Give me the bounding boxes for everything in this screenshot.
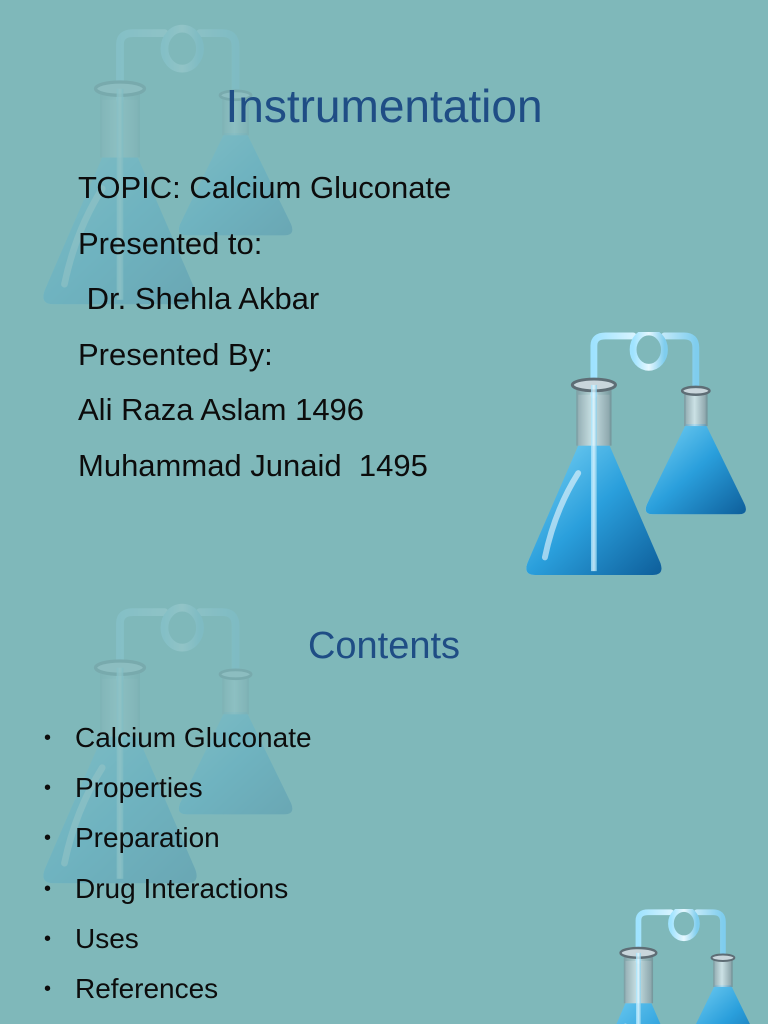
presented-to-label: Presented to:: [78, 225, 263, 261]
list-item: • Calcium Gluconate: [44, 713, 312, 763]
slide-title: Instrumentation: [225, 80, 543, 132]
topic-line: TOPIC: Calcium Gluconate: [78, 170, 452, 205]
lab-flask-icon: [508, 332, 768, 577]
list-item: • Properties: [44, 763, 312, 813]
presented-by-label: Presented By:: [78, 336, 273, 372]
bullet-icon: •: [44, 877, 52, 900]
bullet-icon: •: [44, 827, 52, 850]
title-slide-body: [78, 160, 451, 493]
list-item: • Uses: [44, 914, 312, 964]
contents-list: [44, 713, 312, 1014]
list-item: • Preparation: [44, 813, 312, 863]
presenter-line: Muhammad Junaid 1495: [78, 447, 428, 483]
bullet-icon: •: [44, 927, 52, 950]
presenter-line: Ali Raza Aslam 1496: [78, 392, 365, 427]
contents-title: Contents: [307, 625, 461, 667]
lab-flask-icon: [580, 909, 768, 1024]
list-item: • Drug Interactions: [44, 864, 312, 914]
presented-to-name: Dr. Shehla Akbar: [78, 281, 320, 316]
bullet-icon: •: [44, 978, 52, 1001]
bullet-icon: •: [44, 777, 52, 800]
contents-slide: [0, 577, 768, 1024]
bullet-icon: •: [44, 727, 52, 749]
list-item: • References: [44, 964, 312, 1014]
